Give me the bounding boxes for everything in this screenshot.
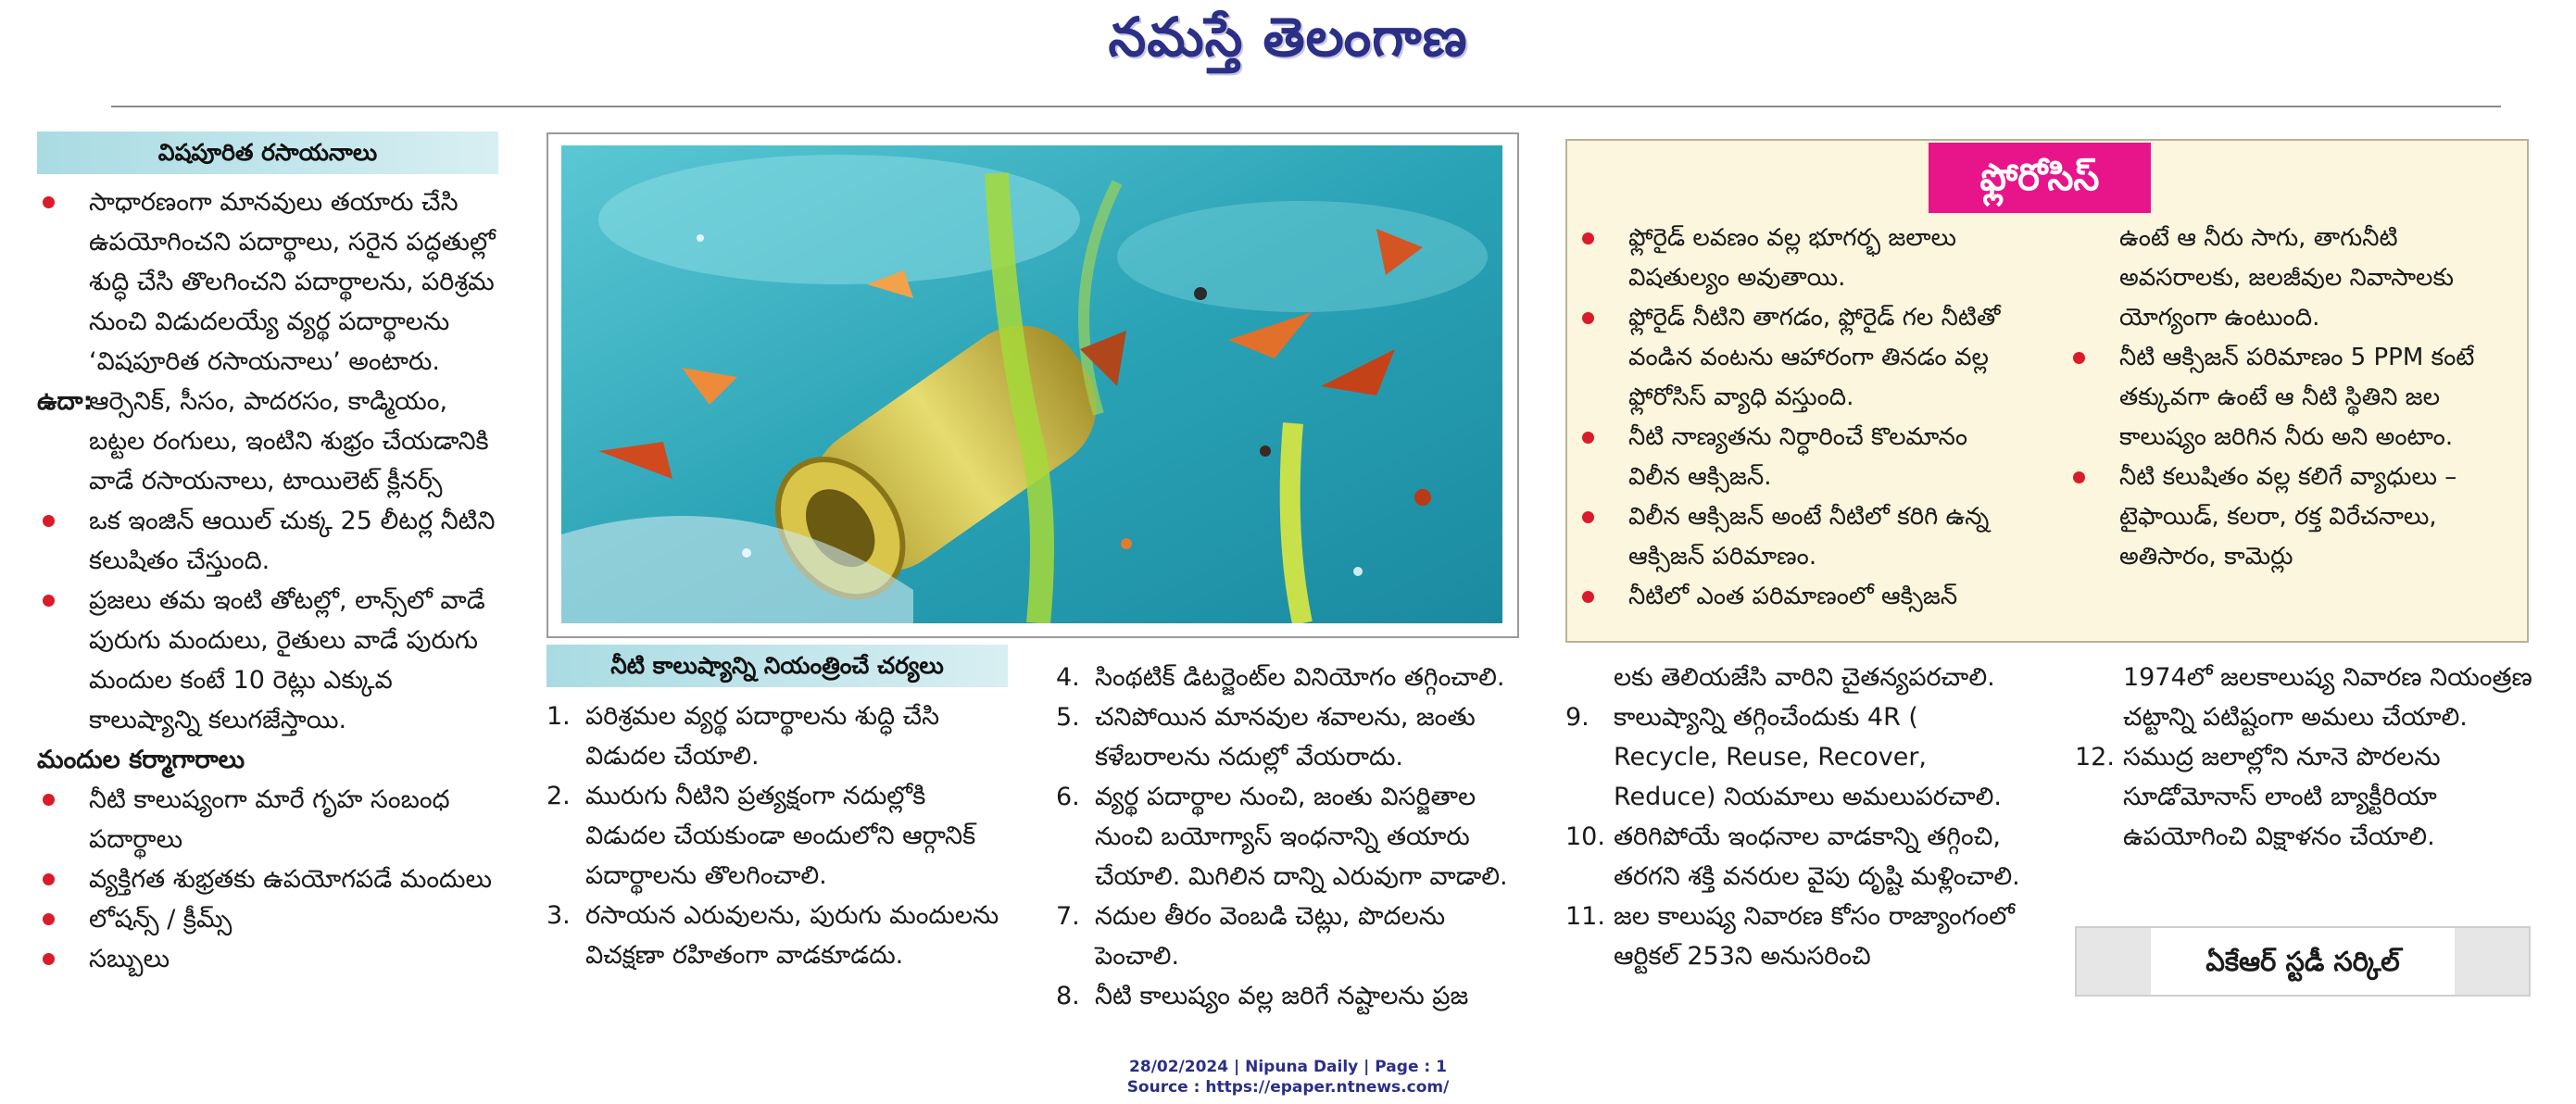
measure-item: 1974లో జలకాలుష్య నివారణ నియంత్రణ చట్టాన్ని పటిష్టంగా అమలు చేయాలి. bbox=[2123, 663, 2532, 732]
measure-item: 4. సింథటిక్ డిటర్జెంట్‌ల వినియోగం తగ్గించాలి. bbox=[1056, 663, 1505, 692]
pharma-item-4: సబ్బులు bbox=[37, 939, 500, 979]
measures-column-4 bbox=[2075, 658, 2538, 857]
fluorosis-box bbox=[1565, 139, 2529, 643]
fluorosis-bullet-6: నీటి ఆక్సిజన్ పరిమాణం 5 PPM కంటే తక్కువగా ఉంటే ఆ నీటి స్థితిని జల కాలుష్యం జరిగిన నీరు అని అంటాం. bbox=[2067, 338, 2512, 458]
measure-item: 2. మురుగు నీటిని ప్రత్యక్షంగా నదుల్లోకి విడుదల చేయకుండా అందులోని ఆర్గానిక్ పదార్థాలను తొలగించాలి. bbox=[547, 782, 976, 890]
pharma-item-3: లోషన్స్ / క్రీమ్స్ bbox=[37, 899, 500, 939]
measure-item: 11. జల కాలుష్య నివారణ కోసం రాజ్యాంగంలో ఆర్టికల్ 253ని అనుసరించి bbox=[1565, 902, 2015, 971]
measure-item: లకు తెలియజేసి వారిని చైతన్యపరచాలి. bbox=[1614, 663, 1995, 692]
toxic-bullet-3: ప్రజలు తమ ఇంటి తోటల్లో, లాన్స్‌లో వాడే పురుగు మందులు, రైతులు వాడే పురుగు మందుల కంటే 10 రెట్లు ఎక్కువ కాలుష్యాన్ని కలుగజేస్తాయి. bbox=[37, 581, 500, 740]
pharma-item-1: నీటి కాలుష్యంగా మారే గృహ సంబంధ పదార్థాలు bbox=[37, 780, 500, 859]
toxic-heading: విషపూరిత రసాయనాలు bbox=[37, 132, 498, 174]
measure-item: 6. వ్యర్థ పదార్థాల నుంచి, జంతు విసర్జితాల నుంచి బయోగ్యాస్ ఇంధనాన్ని తయారు చేయాలి. మిగిలిన దాన్ని ఎరువుగా వాడాలి. bbox=[1056, 783, 1508, 891]
fluorosis-bullet-5: నీటిలో ఎంత పరిమాణంలో ఆక్సిజన్ bbox=[1577, 577, 2021, 617]
measure-item: 10. తరిగిపోయే ఇంధనాల వాడకాన్ని తగ్గించి, తరగని శక్తి వనరుల వైపు దృష్టి మళ్లించాలి. bbox=[1565, 822, 2020, 891]
toxic-example bbox=[37, 382, 500, 501]
photo-frame bbox=[547, 132, 1519, 638]
example-text: ఆర్సెనిక్, సీసం, పాదరసం, కాడ్మియం, బట్టల రంగులు, ఇంటిని శుభ్రం చేయడానికి వాడే రసాయనాలు, టాయిలెట్ క్లీనర్స్ bbox=[89, 387, 489, 496]
measures-column-1 bbox=[547, 696, 1010, 975]
credit-label: ఏకేఆర్ స్టడీ సర్కిల్ bbox=[2151, 928, 2455, 995]
measures-column-3 bbox=[1565, 658, 2029, 976]
pharma-item-2: వ్యక్తిగత శుభ్రతకు ఉపయోగపడే మందులు bbox=[37, 859, 500, 899]
toxic-bullet-2: ఒక ఇంజిన్ ఆయిల్ చుక్క 25 లీటర్ల నీటిని కలుషితం చేస్తుంది. bbox=[37, 501, 500, 581]
measure-item: 12. సముద్ర జలాల్లోని నూనె పొరలను సూడోమోనాస్ లాంటి బ్యాక్టీరియా ఉపయోగించి విక్షాళనం చేయాలి. bbox=[2075, 743, 2441, 851]
measure-item: 1. పరిశ్రమల వ్యర్థ పదార్థాలను శుద్ధి చేసి విడుదల చేయాలి. bbox=[547, 702, 940, 771]
plastic-pollution-photo bbox=[561, 145, 1502, 623]
credit-box bbox=[2075, 926, 2531, 997]
measure-item: 3. రసాయన ఎరువులను, పురుగు మందులను విచక్షణా రహితంగా వాడకూడదు. bbox=[547, 901, 999, 970]
pharma-subheading: మందుల కర్మాగారాలు bbox=[37, 746, 245, 774]
toxic-column bbox=[37, 182, 500, 979]
fluorosis-right-column bbox=[2067, 219, 2512, 577]
fluorosis-title: ఫ్లోరోసిస్ bbox=[1929, 143, 2151, 213]
masthead-rule bbox=[111, 106, 2501, 107]
fluorosis-continued: ఉంటే ఆ నీరు సాగు, తాగునీటి అవసరాలకు, జలజీవుల నివాసాలకు యోగ్యంగా ఉంటుంది. bbox=[2119, 224, 2455, 332]
masthead: నమస్తే తెలంగాణ bbox=[1108, 6, 1468, 69]
measure-item: 7. నదుల తీరం వెంబడి చెట్లు, పొదలను పెంచాలి. bbox=[1056, 902, 1446, 971]
measure-item: 8. నీటి కాలుష్యం వల్ల జరిగే నష్టాలను ప్రజ bbox=[1056, 982, 1469, 1010]
footer-source-link[interactable]: Source : https://epaper.ntnews.com/ bbox=[1126, 1078, 1450, 1097]
footer-date-line: 28/02/2024 | Nipuna Daily | Page : 1 bbox=[1129, 1058, 1447, 1076]
fluorosis-bullet-2: ఫ్లోరైడ్ నీటిని తాగడం, ఫ్లోరైడ్ గల నీటితో వండిన వంటను ఆహారంగా తినడం వల్ల ఫ్లోరోసిస్ వ్యాధి వస్తుంది. bbox=[1577, 298, 2021, 418]
fluorosis-left-column bbox=[1577, 219, 2021, 617]
example-label: ఉదా: bbox=[37, 387, 94, 416]
fluorosis-bullet-3: నీటి నాణ్యతను నిర్ధారించే కొలమానం విలీన ఆక్సిజన్. bbox=[1577, 418, 2021, 497]
fluorosis-bullet-7: నీటి కలుషితం వల్ల కలిగే వ్యాధులు – టైఫాయిడ్, కలరా, రక్త విరేచనాలు, అతిసారం, కామెర్లు bbox=[2067, 458, 2512, 577]
measure-item: 5. చనిపోయిన మానవుల శవాలను, జంతు కళేబరాలను నదుల్లో వేయరాదు. bbox=[1056, 703, 1476, 772]
measures-heading: నీటి కాలుష్యాన్ని నియంత్రించే చర్యలు bbox=[547, 645, 1008, 687]
fluorosis-bullet-1: ఫ్లోరైడ్ లవణం వల్ల భూగర్భ జలాలు విషతుల్యం అవుతాయి. bbox=[1577, 219, 2021, 298]
measure-item: 9. కాలుష్యాన్ని తగ్గించేందుకు 4R ( Recycle, Reuse, Recover, Reduce) నియమాలు అమలుపరచాలి. bbox=[1565, 703, 2002, 811]
fluorosis-bullet-4: విలీన ఆక్సిజన్ అంటే నీటిలో కరిగి ఉన్న ఆక్సిజన్ పరిమాణం. bbox=[1577, 497, 2021, 577]
toxic-bullet-1: సాధారణంగా మానవులు తయారు చేసి ఉపయోగించని పదార్థాలు, సరైన పద్ధతుల్లో శుద్ధి చేసి తొలగించని పదార్థాలను, పరిశ్రమ నుంచి విడుదలయ్యే వ్యర్థ పదార్థాలను ‘విషపూరిత రసాయనాలు’ అంటారు. bbox=[37, 182, 500, 382]
measures-column-2 bbox=[1056, 658, 1519, 1016]
